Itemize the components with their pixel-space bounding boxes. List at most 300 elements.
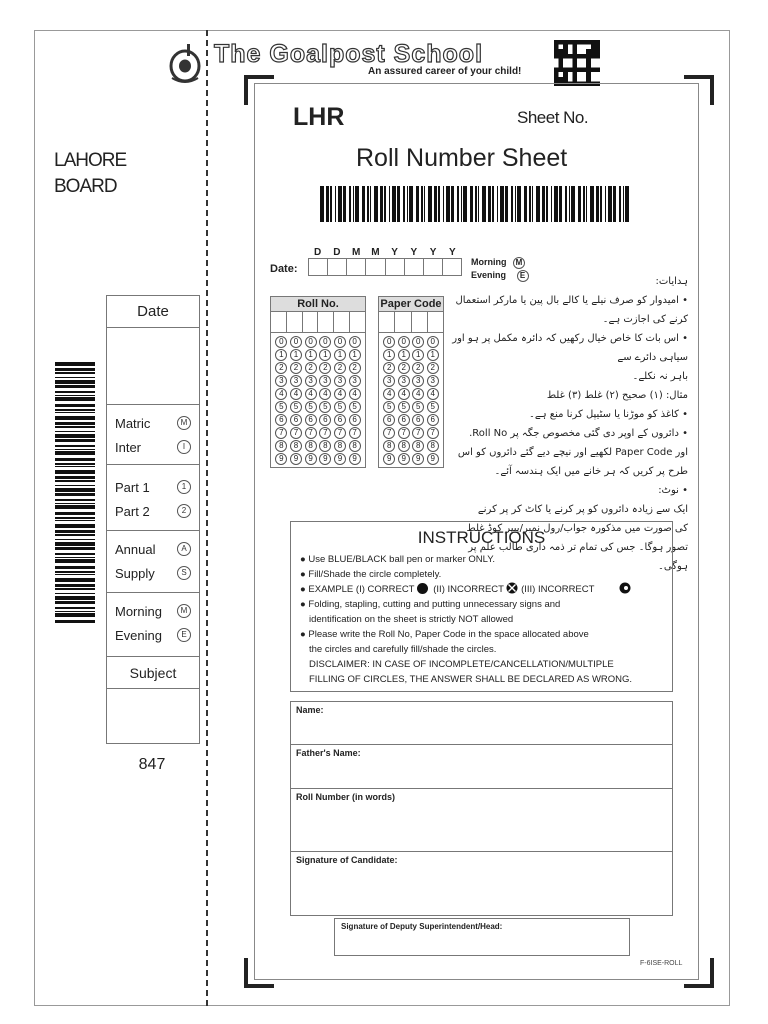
- roll-no-bubble-row: [271, 413, 365, 426]
- sheet-morning-bubble[interactable]: M: [513, 257, 525, 269]
- deputy-signature-field[interactable]: [334, 918, 630, 956]
- instruction-item: ● Fill/Shade the circle completely.: [300, 569, 442, 580]
- stub-evening-bubble[interactable]: E: [177, 628, 191, 642]
- paper-code-digit-bubble[interactable]: 4: [398, 388, 410, 400]
- roll-words-field[interactable]: [291, 789, 672, 852]
- paper-code-digit-bubble[interactable]: 5: [398, 401, 410, 413]
- date-format-letter: M: [351, 247, 361, 258]
- barcode-bar: [353, 186, 354, 222]
- stub-date-field[interactable]: [107, 328, 199, 405]
- roll-no-digit-bubble[interactable]: 3: [290, 375, 302, 387]
- barcode-bar: [500, 186, 504, 222]
- paper-code-digit-bubble[interactable]: 0: [398, 336, 410, 348]
- date-box[interactable]: [309, 259, 328, 275]
- stub-part2-row: [107, 499, 199, 523]
- roll-no-digit-bubble[interactable]: 6: [305, 414, 317, 426]
- qr-module: [577, 54, 582, 59]
- roll-no-digit-cell[interactable]: [350, 312, 365, 332]
- roll-no-digit-bubble[interactable]: 8: [275, 440, 287, 452]
- matric-bubble[interactable]: M: [177, 416, 191, 430]
- roll-no-digit-bubble[interactable]: 9: [319, 453, 331, 465]
- barcode-bar: [470, 186, 473, 222]
- stub-matric-row: [107, 411, 199, 435]
- date-box[interactable]: [424, 259, 443, 275]
- barcode-bar: [532, 186, 533, 222]
- roll-no-digit-bubble[interactable]: 1: [319, 349, 331, 361]
- roll-no-digit-bubble[interactable]: 7: [305, 427, 317, 439]
- stub-part-group: [107, 465, 199, 531]
- sheet-title: Roll Number Sheet: [356, 144, 568, 172]
- barcode-bar: [55, 404, 95, 407]
- qr-module: [582, 54, 587, 59]
- barcode-bar: [416, 186, 419, 222]
- paper-code-digit-bubble[interactable]: 0: [412, 336, 424, 348]
- name-field[interactable]: [291, 702, 672, 745]
- stub-subject-field[interactable]: [107, 689, 199, 743]
- roll-no-digit-bubble[interactable]: 4: [275, 388, 287, 400]
- barcode-bar: [55, 466, 95, 467]
- barcode-bar: [409, 186, 413, 222]
- barcode-bar: [478, 186, 479, 222]
- stub-subject-label: Subject: [107, 657, 199, 689]
- date-box[interactable]: [386, 259, 405, 275]
- paper-code-digit-bubble[interactable]: 2: [383, 362, 395, 374]
- qr-module: [572, 68, 577, 73]
- paper-code-digit-bubble[interactable]: 3: [412, 375, 424, 387]
- roll-no-digit-bubble[interactable]: 0: [334, 336, 346, 348]
- qr-module: [582, 40, 587, 45]
- barcode-bar: [380, 186, 383, 222]
- roll-no-digit-bubble[interactable]: 8: [349, 440, 361, 452]
- roll-no-digit-bubble[interactable]: 7: [334, 427, 346, 439]
- instructions-list: [291, 548, 672, 687]
- urdu-line: • نوٹ:: [658, 485, 688, 496]
- instructions-title: INSTRUCTIONS: [417, 528, 546, 547]
- barcode-bar: [407, 186, 408, 222]
- date-input-boxes[interactable]: [308, 258, 462, 276]
- roll-no-digit-bubble[interactable]: 9: [290, 453, 302, 465]
- qr-module: [586, 54, 591, 59]
- paper-code-digit-bubble[interactable]: 3: [427, 375, 439, 387]
- barcode-bar: [55, 476, 95, 479]
- paper-code-digit-cell[interactable]: [428, 312, 443, 332]
- roll-no-digit-bubble[interactable]: 9: [275, 453, 287, 465]
- qr-module: [577, 40, 582, 45]
- paper-code-digit-bubble[interactable]: 9: [412, 453, 424, 465]
- roll-no-grid: [270, 296, 366, 468]
- qr-module: [595, 49, 600, 54]
- qr-module: [591, 49, 596, 54]
- roll-no-digit-bubble[interactable]: 5: [275, 401, 287, 413]
- barcode-bar: [551, 186, 552, 222]
- qr-module: [595, 45, 600, 50]
- barcode-bar: [55, 607, 95, 609]
- roll-no-digit-bubble[interactable]: 4: [334, 388, 346, 400]
- roll-no-bubble-row: [271, 452, 365, 465]
- barcode-bar: [55, 524, 95, 528]
- paper-code-digit-bubble[interactable]: 4: [427, 388, 439, 400]
- qr-module: [582, 68, 587, 73]
- stub-morning-bubble[interactable]: M: [177, 604, 191, 618]
- barcode-bar: [55, 588, 95, 590]
- roll-no-digit-bubble[interactable]: 6: [349, 414, 361, 426]
- roll-no-digit-bubble[interactable]: 5: [305, 401, 317, 413]
- barcode-bar: [55, 395, 95, 396]
- paper-code-digit-bubble[interactable]: 7: [427, 427, 439, 439]
- barcode-bar: [343, 186, 346, 222]
- qr-module: [554, 77, 559, 82]
- paper-code-digit-bubble[interactable]: 1: [412, 349, 424, 361]
- roll-no-digit-cell[interactable]: [334, 312, 350, 332]
- paper-code-digit-bubble[interactable]: 7: [398, 427, 410, 439]
- roll-no-digit-bubble[interactable]: 1: [275, 349, 287, 361]
- paper-code-bubble-row: [379, 426, 443, 439]
- qr-module: [563, 49, 568, 54]
- roll-no-digit-bubble[interactable]: 0: [349, 336, 361, 348]
- paper-code-digit-bubble[interactable]: 0: [383, 336, 395, 348]
- annual-bubble[interactable]: A: [177, 542, 191, 556]
- roll-no-digit-bubble[interactable]: 0: [305, 336, 317, 348]
- paper-code-digit-bubble[interactable]: 2: [412, 362, 424, 374]
- barcode-bar: [55, 578, 95, 582]
- barcode-bar: [578, 186, 581, 222]
- paper-code-digit-bubble[interactable]: 3: [398, 375, 410, 387]
- roll-no-digit-bubble[interactable]: 0: [275, 336, 287, 348]
- barcode-bar: [55, 530, 95, 533]
- barcode-bar: [389, 186, 390, 222]
- barcode-bar: [463, 186, 467, 222]
- date-format-letter: D: [314, 247, 322, 258]
- barcode-bar: [613, 186, 616, 222]
- roll-no-bubble-row: [271, 439, 365, 452]
- candidate-signature-field[interactable]: [291, 852, 672, 913]
- sheet-no-label: Sheet No.: [517, 108, 589, 127]
- barcode-bar: [55, 611, 95, 612]
- paper-code-digit-bubble[interactable]: 4: [412, 388, 424, 400]
- stub-shift-group: [107, 593, 199, 657]
- paper-code-digit-bubble[interactable]: 6: [398, 414, 410, 426]
- paper-code-digit-bubble[interactable]: 7: [383, 427, 395, 439]
- stub-morning-label: Morning: [115, 603, 162, 619]
- roll-no-digit-bubble[interactable]: 8: [334, 440, 346, 452]
- barcode-bar: [335, 186, 336, 222]
- stub-part1-label: Part 1: [115, 479, 150, 495]
- board-line-1: LAHORE: [54, 150, 127, 171]
- barcode-bar: [55, 620, 95, 623]
- paper-code-digit-bubble[interactable]: 1: [398, 349, 410, 361]
- qr-module: [595, 54, 600, 59]
- barcode-bar: [457, 186, 459, 222]
- barcode-bar: [55, 512, 95, 515]
- urdu-line: ایک سے زیادہ دائروں کو پر کرنے یا کاٹ کر پر کرنے: [477, 504, 688, 515]
- roll-no-digit-bubble[interactable]: 7: [275, 427, 287, 439]
- barcode-bar: [517, 186, 521, 222]
- paper-code-digit-bubble[interactable]: 8: [398, 440, 410, 452]
- instruction-text: Fill/Shade the circle completely.: [308, 569, 442, 580]
- barcode-bar: [475, 186, 477, 222]
- paper-code-digit-bubble[interactable]: 3: [383, 375, 395, 387]
- paper-code-digit-bubble[interactable]: 7: [412, 427, 424, 439]
- paper-code-digit-bubble[interactable]: 2: [427, 362, 439, 374]
- barcode-bar: [542, 186, 545, 222]
- barcode-bar: [55, 542, 95, 546]
- paper-code-digit-bubble[interactable]: 9: [383, 453, 395, 465]
- roll-no-digit-bubble[interactable]: 1: [349, 349, 361, 361]
- barcode-bar: [55, 445, 95, 447]
- paper-code-bubble-row: [379, 400, 443, 413]
- roll-no-digit-bubble[interactable]: 3: [275, 375, 287, 387]
- roll-no-digit-bubble[interactable]: 9: [305, 453, 317, 465]
- roll-no-digit-bubble[interactable]: 4: [319, 388, 331, 400]
- roll-no-digit-bubble[interactable]: 5: [290, 401, 302, 413]
- inter-bubble[interactable]: I: [177, 440, 191, 454]
- part1-bubble[interactable]: 1: [177, 480, 191, 494]
- date-box[interactable]: [347, 259, 366, 275]
- paper-code-digit-bubble[interactable]: 0: [427, 336, 439, 348]
- roll-no-bubbles: [271, 333, 365, 467]
- qr-module: [572, 54, 577, 59]
- paper-code-digit-bubble[interactable]: 6: [383, 414, 395, 426]
- main-barcode: [320, 186, 632, 222]
- roll-no-digit-bubble[interactable]: 9: [349, 453, 361, 465]
- qr-code-icon: [552, 40, 602, 86]
- paper-code-digit-cell[interactable]: [395, 312, 411, 332]
- roll-no-digit-bubble[interactable]: 7: [349, 427, 361, 439]
- stub-inter-row: [107, 435, 199, 459]
- barcode-bar: [392, 186, 396, 222]
- paper-code-digit-bubble[interactable]: 8: [383, 440, 395, 452]
- barcode-bar: [511, 186, 513, 222]
- paper-code-digit-bubble[interactable]: 1: [383, 349, 395, 361]
- example-incorrect-label-3: (III) INCORRECT: [521, 584, 595, 595]
- stub-supply-row: [107, 561, 199, 585]
- barcode-bar: [529, 186, 531, 222]
- stub-number: 847: [138, 756, 166, 773]
- father-name-field[interactable]: [291, 745, 672, 789]
- roll-no-digit-bubble[interactable]: 6: [275, 414, 287, 426]
- roll-no-digit-bubble[interactable]: 6: [290, 414, 302, 426]
- paper-code-digit-cell[interactable]: [412, 312, 428, 332]
- paper-code-bubble-row: [379, 335, 443, 348]
- paper-code-digit-bubble[interactable]: 8: [427, 440, 439, 452]
- instruction-text: Please write the Roll No, Paper Code in the space allocated above: [308, 629, 589, 640]
- roll-no-digit-bubble[interactable]: 4: [305, 388, 317, 400]
- qr-module: [559, 49, 564, 54]
- roll-no-digit-bubble[interactable]: 4: [290, 388, 302, 400]
- roll-no-digit-bubble[interactable]: 8: [319, 440, 331, 452]
- perforation-line: [206, 30, 208, 1006]
- roll-no-digit-bubble[interactable]: 5: [334, 401, 346, 413]
- qr-module: [586, 63, 591, 68]
- roll-no-digit-bubble[interactable]: 6: [334, 414, 346, 426]
- urdu-heading: ہدایات:: [655, 276, 688, 287]
- example-incorrect-label-2: (II) INCORRECT: [433, 584, 504, 595]
- barcode-bar: [55, 451, 95, 455]
- sheet-evening-bubble[interactable]: E: [517, 270, 529, 282]
- qr-module: [559, 77, 564, 82]
- filled-circle-icon: [417, 583, 428, 594]
- paper-code-digit-bubble[interactable]: 4: [383, 388, 395, 400]
- roll-no-digit-bubble[interactable]: 6: [319, 414, 331, 426]
- roll-no-digit-bubble[interactable]: 2: [275, 362, 287, 374]
- barcode-bar: [55, 470, 95, 474]
- roll-no-digit-cell[interactable]: [271, 312, 287, 332]
- qr-module: [572, 49, 577, 54]
- paper-code-digit-bubble[interactable]: 5: [383, 401, 395, 413]
- barcode-bar: [428, 186, 432, 222]
- barcode-bar: [565, 186, 567, 222]
- roll-no-digit-bubble[interactable]: 8: [305, 440, 317, 452]
- barcode-bar: [438, 186, 440, 222]
- date-format-letter: Y: [429, 247, 437, 258]
- barcode-bar: [55, 534, 95, 536]
- partial-circle-icon: [619, 582, 631, 594]
- paper-code-digit-bubble[interactable]: 1: [427, 349, 439, 361]
- urdu-line: تصور ہوگا۔ جس کی تمام تر ذمہ داری طالب علم پر ہوگی۔: [468, 542, 688, 572]
- deputy-signature-label: Signature of Deputy Superintendent/Head:: [341, 922, 503, 931]
- barcode-bar: [55, 574, 95, 575]
- stub-exam-group: [107, 531, 199, 593]
- qr-module: [554, 49, 559, 54]
- roll-no-digit-bubble[interactable]: 2: [349, 362, 361, 374]
- stub-matric-label: Matric: [115, 415, 151, 431]
- stub-part1-row: [107, 475, 199, 499]
- date-box[interactable]: [328, 259, 347, 275]
- paper-code-digit-bubble[interactable]: 6: [412, 414, 424, 426]
- roll-no-digit-bubble[interactable]: 1: [334, 349, 346, 361]
- part2-bubble[interactable]: 2: [177, 504, 191, 518]
- paper-code-bubble-row: [379, 452, 443, 465]
- barcode-bar: [338, 186, 342, 222]
- barcode-bar: [559, 186, 562, 222]
- roll-no-digit-bubble[interactable]: 9: [334, 453, 346, 465]
- board-line-2: BOARD: [54, 176, 117, 197]
- roll-no-digit-bubble[interactable]: 8: [290, 440, 302, 452]
- paper-code-digit-bubble[interactable]: 5: [412, 401, 424, 413]
- urdu-line: اور Paper Code لکھیے اور نیچے دیے گئے دائروں کو اس: [457, 447, 688, 458]
- school-tagline: An assured career of your child!: [368, 66, 522, 77]
- roll-no-digit-bubble[interactable]: 2: [319, 362, 331, 374]
- qr-module: [568, 68, 573, 73]
- roll-no-digit-cell[interactable]: [303, 312, 319, 332]
- roll-no-bubble-row: [271, 400, 365, 413]
- paper-code-input-cells[interactable]: [379, 312, 443, 333]
- date-box[interactable]: [405, 259, 424, 275]
- paper-code-digit-bubble[interactable]: 5: [427, 401, 439, 413]
- supply-bubble[interactable]: S: [177, 566, 191, 580]
- barcode-bar: [55, 553, 95, 555]
- roll-no-digit-bubble[interactable]: 5: [319, 401, 331, 413]
- barcode-bar: [524, 186, 527, 222]
- roll-no-digit-bubble[interactable]: 7: [319, 427, 331, 439]
- barcode-bar: [55, 368, 95, 371]
- qr-module: [591, 68, 596, 73]
- paper-code-bubble-row: [379, 387, 443, 400]
- father-name-label: Father's Name:: [296, 748, 361, 758]
- barcode-bar: [55, 539, 95, 540]
- qr-module: [563, 54, 568, 59]
- barcode-bar: [434, 186, 437, 222]
- stub-level-group: [107, 405, 199, 465]
- barcode-bar: [515, 186, 516, 222]
- roll-no-digit-bubble[interactable]: 3: [334, 375, 346, 387]
- qr-module: [559, 63, 564, 68]
- roll-no-bubble-row: [271, 361, 365, 374]
- barcode-bar: [421, 186, 423, 222]
- paper-code-digit-cell[interactable]: [379, 312, 395, 332]
- date-box[interactable]: [366, 259, 385, 275]
- roll-no-digit-bubble[interactable]: 1: [305, 349, 317, 361]
- stub-inter-label: Inter: [115, 439, 142, 455]
- barcode-bar: [497, 186, 498, 222]
- barcode-bar: [55, 422, 95, 425]
- roll-no-digit-bubble[interactable]: 2: [305, 362, 317, 374]
- date-format-letter: Y: [449, 247, 456, 258]
- barcode-bar: [554, 186, 558, 222]
- barcode-bar: [55, 505, 95, 509]
- roll-no-digit-bubble[interactable]: 2: [290, 362, 302, 374]
- stub-barcode: [55, 362, 95, 624]
- urdu-line: کی صورت میں مذکورہ جواب/رول نمبر/پیپر کوڈ غلط: [466, 523, 688, 534]
- barcode-bar: [330, 186, 332, 222]
- barcode-bar: [55, 520, 95, 521]
- qr-module: [563, 77, 568, 82]
- roll-no-digit-bubble[interactable]: 4: [349, 388, 361, 400]
- roll-no-input-cells[interactable]: [271, 312, 365, 333]
- crossed-circle-icon: [506, 582, 518, 594]
- paper-code-digit-bubble[interactable]: 8: [412, 440, 424, 452]
- paper-code-digit-bubble[interactable]: 9: [398, 453, 410, 465]
- barcode-bar: [424, 186, 425, 222]
- sheet-evening-label: Evening: [471, 270, 507, 280]
- roll-no-digit-bubble[interactable]: 3: [349, 375, 361, 387]
- paper-code-bubble-row: [379, 374, 443, 387]
- barcode-bar: [362, 186, 365, 222]
- barcode-bar: [55, 463, 95, 465]
- example-correct-label: EXAMPLE (I) CORRECT: [308, 584, 415, 595]
- roll-no-digit-bubble[interactable]: 0: [290, 336, 302, 348]
- roll-no-digit-cell[interactable]: [287, 312, 303, 332]
- roll-no-digit-bubble[interactable]: 2: [334, 362, 346, 374]
- roll-no-digit-bubble[interactable]: 1: [290, 349, 302, 361]
- roll-no-digit-bubble[interactable]: 7: [290, 427, 302, 439]
- paper-code-digit-bubble[interactable]: 2: [398, 362, 410, 374]
- paper-code-grid: [378, 296, 444, 468]
- barcode-bar: [55, 377, 95, 378]
- instruction-item: ● Use BLUE/BLACK ball pen or marker ONLY.: [300, 554, 495, 565]
- paper-code-digit-bubble[interactable]: 9: [427, 453, 439, 465]
- roll-no-digit-cell[interactable]: [318, 312, 334, 332]
- qr-module: [572, 63, 577, 68]
- qr-module: [586, 49, 591, 54]
- roll-no-digit-bubble[interactable]: 3: [319, 375, 331, 387]
- roll-no-digit-bubble[interactable]: 3: [305, 375, 317, 387]
- roll-no-digit-bubble[interactable]: 5: [349, 401, 361, 413]
- barcode-bar: [55, 416, 95, 420]
- qr-module: [554, 40, 559, 45]
- barcode-bar: [488, 186, 491, 222]
- roll-no-digit-bubble[interactable]: 0: [319, 336, 331, 348]
- paper-code-digit-bubble[interactable]: 6: [427, 414, 439, 426]
- qr-module: [559, 58, 564, 63]
- barcode-bar: [596, 186, 599, 222]
- barcode-bar: [55, 559, 95, 563]
- qr-module: [563, 72, 568, 77]
- paper-code-bubble-row: [379, 361, 443, 374]
- barcode-bar: [55, 480, 95, 482]
- urdu-line: • دائروں کے اوپر دی گئی مخصوص جگہ پر Roll No.: [469, 428, 688, 439]
- disclaimer-line-2: FILLING OF CIRCLES, THE ANSWER SHALL BE DECLARED AS WRONG.: [309, 674, 633, 685]
